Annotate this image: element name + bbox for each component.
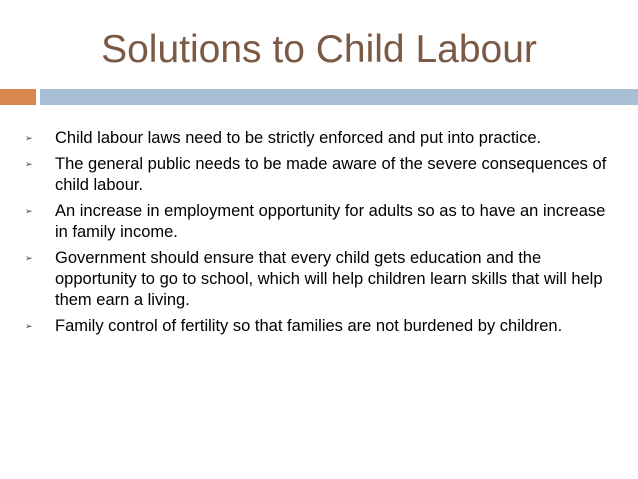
bullet-text: Family control of fertility so that families are not burdened by children. bbox=[55, 317, 563, 335]
bullet-text: The general public needs to be made aware of the severe consequences of child labour. bbox=[55, 155, 607, 194]
bullet-list bbox=[0, 128, 638, 342]
arrow-bullet-icon: ➢ bbox=[25, 253, 33, 263]
bullet-text: An increase in employment opportunity for adults so as to have an increase in family income. bbox=[55, 202, 606, 241]
accent-bar-blue bbox=[40, 89, 638, 105]
arrow-bullet-icon: ➢ bbox=[25, 321, 33, 331]
bullet-text: Government should ensure that every child gets education and the opportunity to go to school, which will help children learn skills that will help them earn a living. bbox=[55, 249, 603, 309]
slide-title: Solutions to Child Labour bbox=[101, 28, 537, 71]
accent-bar-orange bbox=[0, 89, 36, 105]
bullet-item bbox=[0, 128, 638, 149]
arrow-bullet-icon: ➢ bbox=[25, 159, 33, 169]
arrow-bullet-icon: ➢ bbox=[25, 133, 33, 143]
bullet-item bbox=[0, 248, 638, 311]
bullet-item bbox=[0, 316, 638, 337]
bullet-item bbox=[0, 154, 638, 196]
title-accent-bar bbox=[0, 89, 638, 105]
bullet-text: Child labour laws need to be strictly enforced and put into practice. bbox=[55, 129, 542, 147]
arrow-bullet-icon: ➢ bbox=[25, 206, 33, 216]
bullet-item bbox=[0, 201, 638, 243]
